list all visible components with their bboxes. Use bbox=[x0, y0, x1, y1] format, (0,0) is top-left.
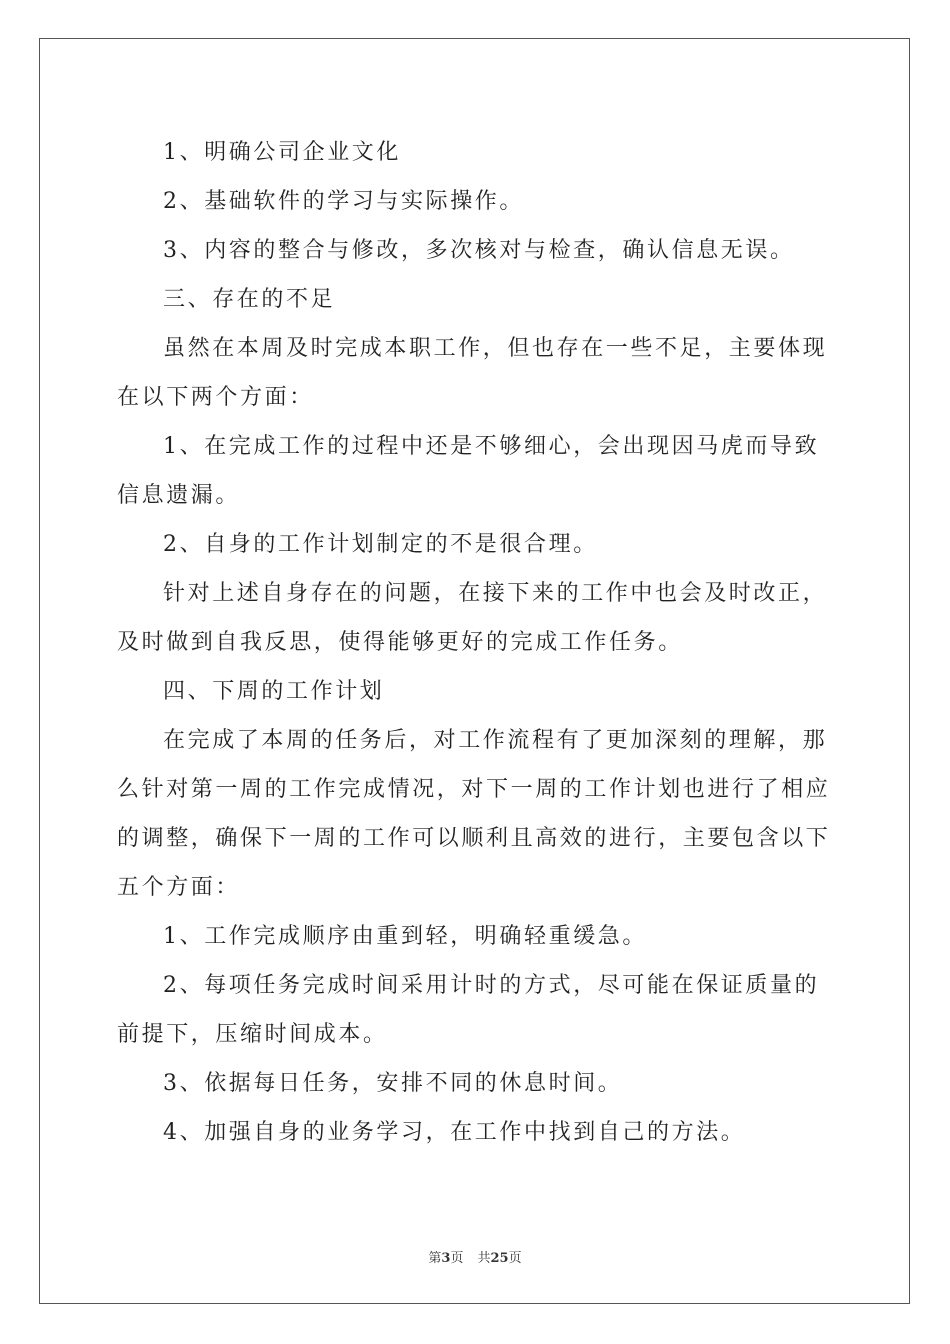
paragraph: 在完成了本周的任务后，对工作流程有了更加深刻的理解，那么针对第一周的工作完成情况，对下一周的工作计划也进行了相应的调整，确保下一周的工作可以顺利且高效的进行，主要包含以下五个方面： bbox=[117, 728, 831, 900]
section-heading: 三、存在的不足 bbox=[163, 287, 336, 312]
total-suffix: 页 bbox=[508, 1251, 522, 1266]
document-body bbox=[117, 128, 837, 1157]
paragraph: 3、依据每日任务，安排不同的休息时间。 bbox=[163, 1071, 623, 1096]
paragraph: 2、自身的工作计划制定的不是很合理。 bbox=[163, 532, 598, 557]
page-suffix: 页 bbox=[450, 1251, 464, 1266]
paragraph: 针对上述自身存在的问题，在接下来的工作中也会及时改正，及时做到自我反思，使得能够更好的完成工作任务。 bbox=[117, 581, 828, 655]
section-heading: 四、下周的工作计划 bbox=[163, 679, 385, 704]
paragraph: 4、加强自身的业务学习，在工作中找到自己的方法。 bbox=[163, 1120, 746, 1145]
page-prefix: 第 bbox=[428, 1251, 442, 1266]
total-pages: 25 bbox=[490, 1251, 509, 1266]
paragraph: 1、在完成工作的过程中还是不够细心，会出现因马虎而导致信息遗漏。 bbox=[117, 434, 820, 508]
paragraph: 1、工作完成顺序由重到轻，明确轻重缓急。 bbox=[163, 924, 647, 949]
page-footer bbox=[0, 1247, 950, 1266]
total-prefix: 共 bbox=[477, 1251, 491, 1266]
paragraph: 虽然在本周及时完成本职工作，但也存在一些不足，主要体现在以下两个方面： bbox=[117, 336, 828, 410]
paragraph: 3、内容的整合与修改，多次核对与检查，确认信息无误。 bbox=[163, 238, 795, 263]
paragraph: 2、每项任务完成时间采用计时的方式，尽可能在保证质量的前提下，压缩时间成本。 bbox=[117, 973, 820, 1047]
page-number: 3 bbox=[441, 1251, 451, 1266]
paragraph: 1、明确公司企业文化 bbox=[163, 140, 401, 165]
paragraph: 2、基础软件的学习与实际操作。 bbox=[163, 189, 524, 214]
